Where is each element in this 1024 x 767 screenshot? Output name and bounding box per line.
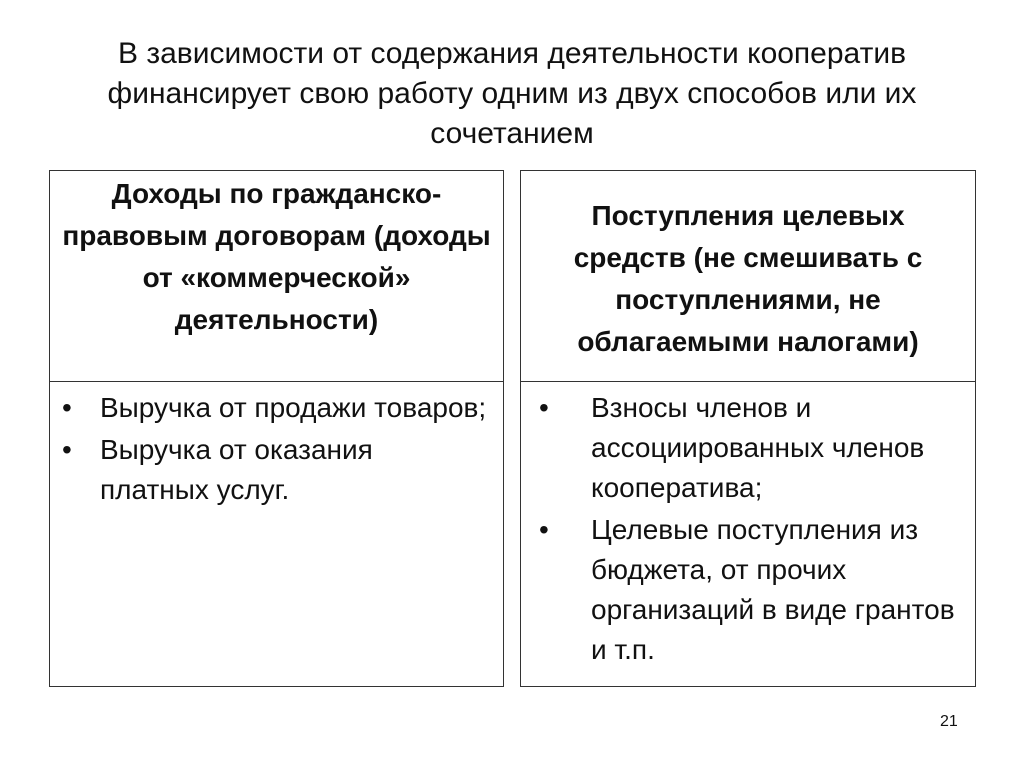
commercial-income-list bbox=[50, 382, 503, 510]
list-item bbox=[60, 388, 489, 428]
commercial-income-box bbox=[49, 170, 504, 687]
list-item-text: Целевые поступления из бюджета, от прочих организаций в виде грантов и т.п. bbox=[591, 514, 955, 665]
list-item bbox=[531, 388, 961, 508]
list-item bbox=[60, 430, 489, 510]
targeted-funds-heading: Поступления целевых средств (не смешивать с поступлениями, не облагаемыми налогами) bbox=[521, 171, 975, 382]
list-item bbox=[531, 510, 961, 670]
list-item-text: Выручка от продажи товаров; bbox=[100, 392, 487, 423]
list-item-text: Выручка от оказания платных услуг. bbox=[100, 434, 373, 505]
bullet-icon: • bbox=[539, 392, 549, 423]
list-item-text: Взносы членов и ассоциированных членов кооператива; bbox=[591, 392, 925, 503]
page-number: 21 bbox=[940, 713, 958, 730]
targeted-funds-list bbox=[521, 382, 975, 670]
slide-title: В зависимости от содержания деятельности кооператив финансирует свою работу одним из двух способов или их сочетанием bbox=[107, 37, 917, 150]
bullet-icon: • bbox=[62, 434, 72, 465]
commercial-income-heading: Доходы по гражданско-правовым договорам (доходы от «коммерческой» деятельности) bbox=[50, 171, 503, 382]
targeted-funds-box bbox=[520, 170, 976, 687]
bullet-icon: • bbox=[539, 514, 549, 545]
bullet-icon: • bbox=[62, 392, 72, 423]
